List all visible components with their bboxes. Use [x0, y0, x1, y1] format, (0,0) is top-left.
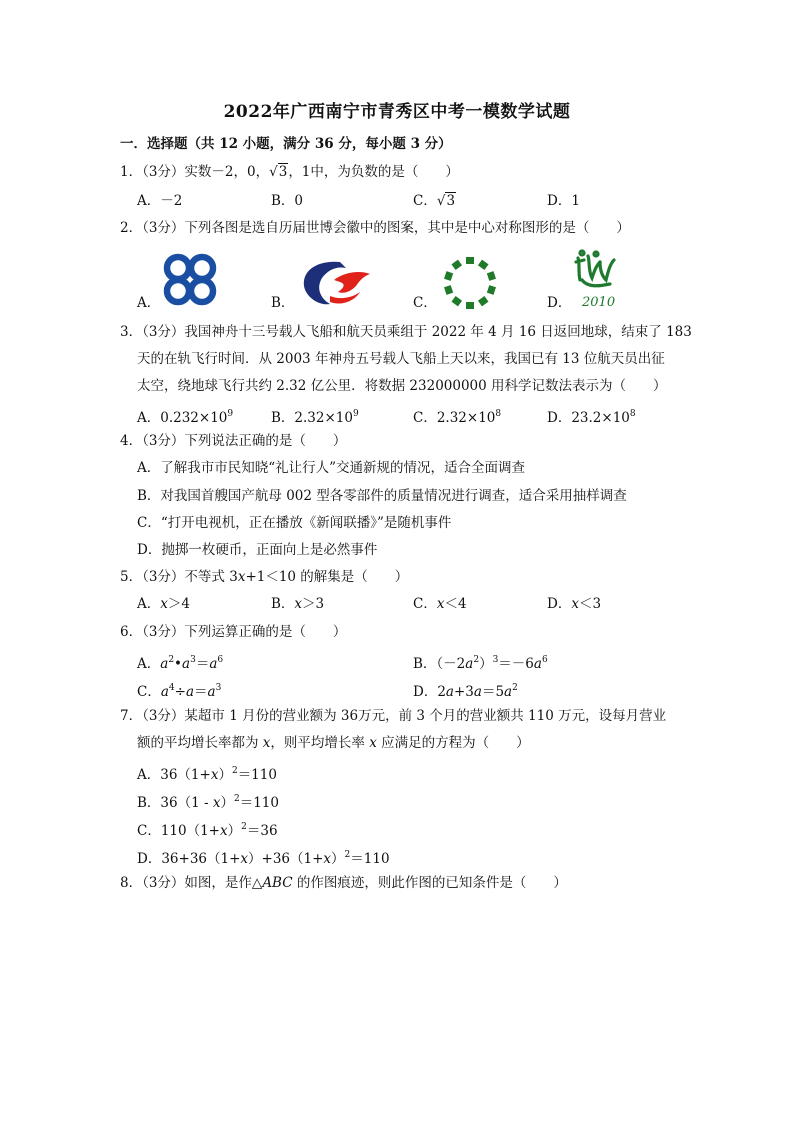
q2-option-d-label: D． [547, 295, 572, 311]
q6-option-a: A．$a^2•a^3=a^6$ [137, 655, 224, 672]
question-8-stem: 8．（3分）如图，是作△ABC 的作图痕迹，则此作图的已知条件是（ ） [120, 875, 567, 891]
q3-option-c: C．$2.32\times 10^8$ [413, 409, 502, 426]
q4-option-d: D．抛掷一枚硬币，正面向上是必然事件 [137, 542, 378, 558]
q7-option-b: B．36（1 - x）$^2$＝110 [137, 794, 279, 811]
expo-logo-d-icon [570, 248, 626, 310]
sqrt-symbol: √3 [269, 164, 288, 180]
q1-option-b: B．0 [271, 193, 304, 209]
q2-option-c-label: C． [413, 295, 437, 311]
question-3-line-2: 天的在轨飞行时间．从 2003 年神舟五号载人飞船上天以来，我国已有 13 位航天员出征 [137, 351, 665, 367]
q6-option-c: C．$a^4\div a=a^3$ [137, 683, 222, 700]
q2-option-a-label: A． [137, 295, 161, 311]
question-2-stem: 2．（3分）下列各图是选自历届世博会徽中的图案，其中是中心对称图形的是（ ） [120, 220, 630, 236]
question-3-line-1: 3．（3分）我国神舟十三号载人飞船和航天员乘组于 2022 年 4 月 16 日返回地球，结束了 183 [120, 324, 692, 340]
q5-option-d: D．x＜3 [547, 596, 602, 612]
q5-option-b: B．x＞3 [271, 596, 325, 612]
q1-option-a: A．－2 [137, 193, 183, 209]
section-heading: 一．选择题（共 12 小题，满分 36 分，每小题 3 分） [120, 136, 452, 152]
q7-option-d: D．$36+36(1+x)+36(1+x)^2=110$ [137, 850, 390, 867]
question-5-stem: 5．（3分）不等式 3x+1＜10 的解集是（ ） [120, 569, 409, 585]
q4-option-b: B．对我国首艘国产航母 002 型各零部件的质量情况进行调查，适合采用抽样调查 [137, 488, 627, 504]
question-6-stem: 6．（3分）下列运算正确的是（ ） [120, 624, 347, 640]
q3-option-b: B．$2.32\times 10^9$ [271, 409, 359, 426]
q3-option-a: A．$0.232\times 10^9$ [137, 409, 234, 426]
question-3-line-3: 太空，绕地球飞行共约 2.32 亿公里．将数据 232000000 用科学记数法表示为（ ） [137, 378, 667, 394]
q7-option-a: A．$36(1+x)^2=110$ [137, 766, 277, 783]
q3-option-d: D．$23.2\times 10^8$ [547, 409, 636, 426]
q1-option-c: C．√3 [413, 193, 456, 209]
q4-option-c: C．“打开电视机，正在播放《新闻联播》”是随机事件 [137, 515, 452, 531]
q1-option-d: D．1 [547, 193, 580, 209]
svg-text:2010: 2010 [582, 295, 616, 310]
question-7-line-1: 7．（3分）某超市 1 月份的营业额为 36万元，前 3 个月的营业额共 110 万元，设每月营业 [120, 708, 667, 724]
page-title: 2022年广西南宁市青秀区中考一模数学试题 [223, 102, 571, 122]
question-4-stem: 4．（3分）下列说法正确的是（ ） [120, 433, 347, 449]
q4-option-a: A．了解我市市民知晓“礼让行人”交通新规的情况，适合全面调查 [137, 460, 526, 476]
expo-logo-b-icon [300, 258, 374, 308]
q7-option-c: C．$110(1+x)^2=36$ [137, 822, 278, 839]
q6-option-d: D．$2a+3a=5a^2$ [413, 683, 518, 700]
question-7-line-2: 额的平均增长率都为 x，则平均增长率 x 应满足的方程为（ ） [137, 735, 530, 751]
expo-logo-c-icon [441, 254, 499, 312]
expo-logo-a-icon [160, 252, 222, 308]
q6-option-b: B．$(-2a^2)^3=-6a^6$ [413, 655, 548, 672]
q5-option-c: C．x＜4 [413, 596, 467, 612]
q2-option-b-label: B． [271, 295, 295, 311]
question-1-stem: 1．（3分）实数－2，0，√3，1中，为负数的是（ ） [120, 164, 459, 180]
q5-option-a: A．x＞4 [137, 596, 190, 612]
